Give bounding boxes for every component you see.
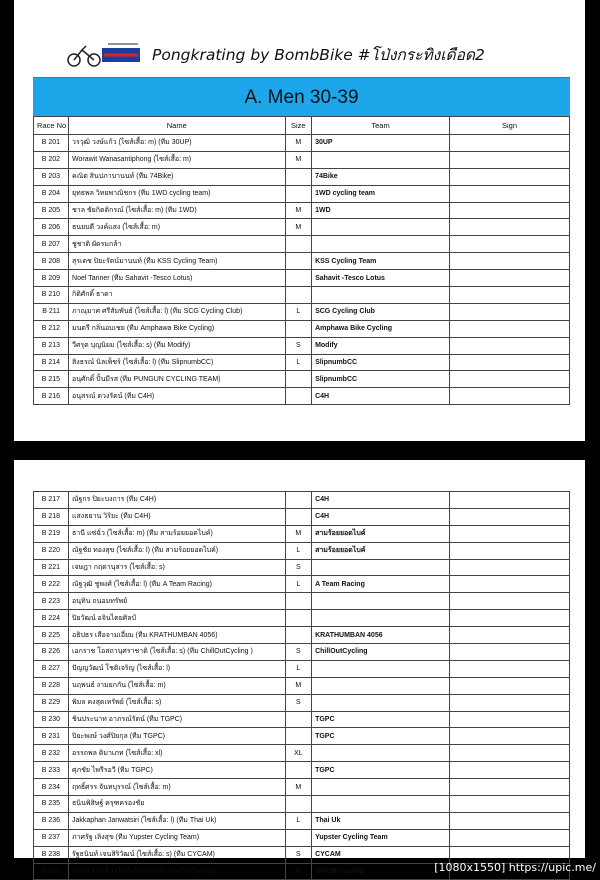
sign-cell (450, 745, 570, 762)
team-cell: KRATHUMBAN 4056 (312, 627, 450, 644)
race-no-cell: B 236 (34, 812, 69, 829)
size-cell (285, 728, 312, 745)
team-cell (312, 219, 450, 236)
team-cell: Yupster Cycling Team (312, 829, 450, 846)
size-cell (285, 287, 312, 304)
team-cell: TGPC (312, 762, 450, 779)
size-cell: M (285, 135, 312, 152)
size-cell (285, 711, 312, 728)
name-cell: อธิปธร เสือจามเอี่ยม (ทีม KRATHUMBAN 4056) (69, 627, 286, 644)
sign-cell (450, 593, 570, 610)
sign-cell (450, 236, 570, 253)
team-cell: Sahavit -Tesco Lotus (312, 270, 450, 287)
size-cell: S (285, 694, 312, 711)
table-row (34, 593, 570, 610)
document-page-1 (14, 0, 585, 441)
size-cell (285, 270, 312, 287)
name-cell: อนุทิน ถนอมทรัพย์ (69, 593, 286, 610)
name-cell: นฤพนธ์ งามยกกัน (ไซส์เสื้อ: m) (69, 677, 286, 694)
table-row (34, 576, 570, 593)
name-cell: ธานี แซ่ฉั่ว (ไซส์เสื้อ: m) (ทีม สามร้อยยอดไบค์) (69, 525, 286, 542)
race-no-cell: B 222 (34, 576, 69, 593)
size-cell (285, 185, 312, 202)
size-cell (285, 627, 312, 644)
race-no-cell: B 217 (34, 492, 69, 509)
team-cell: On/Off Cycling (312, 863, 450, 880)
name-cell: ยุทธพล วิทยพาณิชกร (ทีม 1WD cycling team) (69, 185, 286, 202)
sign-cell (450, 492, 570, 509)
team-logo-icon (64, 40, 144, 68)
sign-cell (450, 829, 570, 846)
name-cell: Noel Tanner (ทีม Sahavit -Tesco Lotus) (69, 270, 286, 287)
name-cell: ปิยวัฒน์ อจินไตยศิลป์ (69, 610, 286, 627)
name-cell: ภาศรัฐ เลิงสุข (ทีม Yupster Cycling Team) (69, 829, 286, 846)
name-cell: สิงธรณ์ นิลเพ็ชร์ (ไซส์เสื้อ: l) (ทีม SlipnumbCC) (69, 354, 286, 371)
registration-table (33, 116, 570, 405)
name-cell: Worawit Wanasantiphong (ไซส์เสื้อ: m) (69, 151, 286, 168)
team-cell: 30UP (312, 135, 450, 152)
name-cell: กิติศักดิ์ ธาดา (69, 287, 286, 304)
team-cell: CYCAM (312, 846, 450, 863)
race-no-cell: B 215 (34, 371, 69, 388)
table-row (34, 337, 570, 354)
sign-cell (450, 354, 570, 371)
table-row (34, 303, 570, 320)
table-row (34, 354, 570, 371)
sign-cell (450, 287, 570, 304)
size-cell (285, 168, 312, 185)
sign-cell (450, 202, 570, 219)
race-no-cell: B 212 (34, 320, 69, 337)
team-cell: TGPC (312, 728, 450, 745)
table-row (34, 796, 570, 813)
race-no-cell: B 231 (34, 728, 69, 745)
sign-cell (450, 728, 570, 745)
sign-cell (450, 812, 570, 829)
size-cell: M (285, 219, 312, 236)
sign-cell (450, 610, 570, 627)
document-title: Pongkrating by BombBike #โป่งกระทิงเดือด2 (152, 45, 485, 64)
table-row (34, 644, 570, 661)
sign-cell (450, 320, 570, 337)
team-cell (312, 677, 450, 694)
name-cell: ชินประนาท อาภรณ์รัตน์ (ทีม TGPC) (69, 711, 286, 728)
race-no-cell: B 203 (34, 168, 69, 185)
team-cell: 74Bike (312, 168, 450, 185)
race-no-cell: B 205 (34, 202, 69, 219)
race-no-cell: B 225 (34, 627, 69, 644)
race-no-cell: B 233 (34, 762, 69, 779)
race-no-cell: B 201 (34, 135, 69, 152)
size-cell (285, 388, 312, 405)
race-no-cell: B 223 (34, 593, 69, 610)
team-cell: A Team Racing (312, 576, 450, 593)
sign-cell (450, 253, 570, 270)
name-cell: ณัฐวุฒิ ชูพงศ์ (ไซส์เสื้อ: l) (ทีม A Team Racing) (69, 576, 286, 593)
race-no-cell: B 213 (34, 337, 69, 354)
sign-cell (450, 627, 570, 644)
size-cell (285, 796, 312, 813)
team-cell: SlipnumbCC (312, 371, 450, 388)
column-header-team: Team (312, 117, 450, 135)
sign-cell (450, 508, 570, 525)
table-row (34, 270, 570, 287)
team-cell: Thai Uk (312, 812, 450, 829)
sign-cell (450, 779, 570, 796)
table-row (34, 728, 570, 745)
race-no-cell: B 207 (34, 236, 69, 253)
size-cell: S (285, 337, 312, 354)
size-cell: M (285, 863, 312, 880)
size-cell: M (285, 677, 312, 694)
team-cell: C4H (312, 508, 450, 525)
race-no-cell: B 202 (34, 151, 69, 168)
size-cell (285, 508, 312, 525)
sign-cell (450, 168, 570, 185)
table-row (34, 762, 570, 779)
table-row (34, 745, 570, 762)
race-no-cell: B 239 (34, 863, 69, 880)
table-row (34, 610, 570, 627)
race-no-cell: B 219 (34, 525, 69, 542)
table-row (34, 151, 570, 168)
race-no-cell: B 237 (34, 829, 69, 846)
name-cell: อนุศักดิ์ ปั้นมีรส (ทีม PUNGUN CYCLING TEAM) (69, 371, 286, 388)
name-cell: อนุสรณ์ ดวงรัตน์ (ทีม C4H) (69, 388, 286, 405)
sign-cell (450, 762, 570, 779)
race-no-cell: B 229 (34, 694, 69, 711)
team-cell: TGPC (312, 711, 450, 728)
size-cell (285, 829, 312, 846)
size-cell (285, 762, 312, 779)
race-no-cell: B 221 (34, 559, 69, 576)
size-cell (285, 253, 312, 270)
team-cell (312, 151, 450, 168)
race-no-cell: B 210 (34, 287, 69, 304)
name-cell: คณิต สินปภาบานนท์ (ทีม 74Bike) (69, 168, 286, 185)
size-cell: L (285, 303, 312, 320)
sign-cell (450, 151, 570, 168)
sign-cell (450, 219, 570, 236)
size-cell: S (285, 559, 312, 576)
sign-cell (450, 270, 570, 287)
sign-cell (450, 644, 570, 661)
document-header (64, 35, 485, 73)
team-cell (312, 779, 450, 796)
name-cell: วีศรุต บุญนิยม (ไซส์เสื้อ: s) (ทีม Modify) (69, 337, 286, 354)
race-no-cell: B 211 (34, 303, 69, 320)
sign-cell (450, 576, 570, 593)
size-cell: M (285, 525, 312, 542)
sign-cell (450, 185, 570, 202)
name-cell: ปัญญวัฒน์ โชติเจริญ (ไซส์เสื้อ: l) (69, 660, 286, 677)
team-cell: C4H (312, 388, 450, 405)
table-row (34, 320, 570, 337)
name-cell: เจษฎา กฤตานุสาร (ไซส์เสื้อ: s) (69, 559, 286, 576)
name-cell: สุรเดช ปิยะรัตน์มานนท์ (ทีม KSS Cycling Team) (69, 253, 286, 270)
race-no-cell: B 230 (34, 711, 69, 728)
table-row (34, 508, 570, 525)
sign-cell (450, 796, 570, 813)
size-cell (285, 593, 312, 610)
name-cell: เอกราช โอสถานุศราชาติ (ไซส์เสื้อ: s) (ทีม ChillOutCycling ) (69, 644, 286, 661)
size-cell: M (285, 151, 312, 168)
race-no-cell: B 204 (34, 185, 69, 202)
race-no-cell: B 209 (34, 270, 69, 287)
size-cell: XL (285, 745, 312, 762)
name-cell: แสงธยาน วิริยะ (ทีม C4H) (69, 508, 286, 525)
name-cell: ธนยบดี วงค์แสง (ไซส์เสื้อ: m) (69, 219, 286, 236)
table-row (34, 236, 570, 253)
table-row (34, 287, 570, 304)
size-cell: L (285, 576, 312, 593)
table-row (34, 168, 570, 185)
race-no-cell: B 218 (34, 508, 69, 525)
name-cell: ศุภชัย ไพรีรอวี (ทีม TGPC) (69, 762, 286, 779)
team-cell: Modify (312, 337, 450, 354)
team-cell (312, 745, 450, 762)
table-row (34, 202, 570, 219)
table-row (34, 711, 570, 728)
name-cell: มนตรี กลิ่นอบเชย (ทีม Amphawa Bike Cycling) (69, 320, 286, 337)
table-header-row (34, 117, 570, 135)
table-row (34, 371, 570, 388)
sign-cell (450, 542, 570, 559)
team-cell: สามร้อยยอดไบค์ (312, 525, 450, 542)
size-cell: L (285, 354, 312, 371)
size-cell: L (285, 542, 312, 559)
size-cell (285, 492, 312, 509)
size-cell: L (285, 812, 312, 829)
name-cell: ฤทธิ์ศรร จันทบุรรณ์ (ไซส์เสื้อ: m) (69, 779, 286, 796)
sign-cell (450, 711, 570, 728)
name-cell: นิรพล จิตรชื่น (ไซส์เสื้อ: m) (ทีม On/Off Cycling) (69, 863, 286, 880)
race-no-cell: B 220 (34, 542, 69, 559)
name-cell: ณัฐกร ปิยะบงการ (ทีม C4H) (69, 492, 286, 509)
table-row (34, 388, 570, 405)
sign-cell (450, 677, 570, 694)
table-row (34, 492, 570, 509)
table-row (34, 694, 570, 711)
image-watermark: [1080x1550] https://upic.me/ (434, 861, 596, 874)
table-row (34, 559, 570, 576)
team-cell (312, 796, 450, 813)
table-row (34, 812, 570, 829)
column-header-race-no: Race No (34, 117, 69, 135)
table-row (34, 542, 570, 559)
table-row (34, 677, 570, 694)
team-cell (312, 236, 450, 253)
sign-cell (450, 135, 570, 152)
sign-cell (450, 525, 570, 542)
size-cell: M (285, 202, 312, 219)
team-cell: C4H (312, 492, 450, 509)
column-header-name: Name (69, 117, 286, 135)
name-cell: รัฐธนินท์ เจนสิริวัฒน์ (ไซส์เสื้อ: s) (ทีม CYCAM) (69, 846, 286, 863)
race-no-cell: B 206 (34, 219, 69, 236)
name-cell: ณัฐชัย ทองสุข (ไซส์เสื้อ: l) (ทีม สามร้อยยอดไบค์) (69, 542, 286, 559)
size-cell: S (285, 644, 312, 661)
table-row (34, 185, 570, 202)
name-cell: ปิยะพงษ์ วงศ์ปิยกุล (ทีม TGPC) (69, 728, 286, 745)
race-no-cell: B 235 (34, 796, 69, 813)
team-cell: SlipnumbCC (312, 354, 450, 371)
registration-table-continued (33, 491, 570, 880)
sign-cell (450, 303, 570, 320)
race-no-cell: B 226 (34, 644, 69, 661)
table-row (34, 253, 570, 270)
category-banner: A. Men 30-39 (33, 77, 570, 117)
name-cell: ชูชาติ ผัดรมกล้า (69, 236, 286, 253)
size-cell (285, 236, 312, 253)
race-no-cell: B 238 (34, 846, 69, 863)
size-cell (285, 610, 312, 627)
team-cell: ChillOutCycling (312, 644, 450, 661)
team-cell (312, 593, 450, 610)
sign-cell (450, 337, 570, 354)
team-cell: SCG Cycling Club (312, 303, 450, 320)
sign-cell (450, 388, 570, 405)
size-cell: S (285, 846, 312, 863)
team-cell: 1WD (312, 202, 450, 219)
size-cell (285, 371, 312, 388)
table-row (34, 779, 570, 796)
team-cell (312, 610, 450, 627)
size-cell (285, 320, 312, 337)
name-cell: Jakkaphan Janwatsiri (ไซส์เสื้อ: l) (ทีม Thai Uk) (69, 812, 286, 829)
race-no-cell: B 224 (34, 610, 69, 627)
race-no-cell: B 227 (34, 660, 69, 677)
team-cell (312, 660, 450, 677)
sign-cell (450, 660, 570, 677)
size-cell: M (285, 779, 312, 796)
name-cell: พิมล คงสุดเทรัพย์ (ไซส์เสื้อ: s) (69, 694, 286, 711)
race-no-cell: B 232 (34, 745, 69, 762)
sign-cell (450, 694, 570, 711)
race-no-cell: B 216 (34, 388, 69, 405)
team-cell (312, 694, 450, 711)
team-cell (312, 559, 450, 576)
race-no-cell: B 228 (34, 677, 69, 694)
name-cell: ชาล ชัยกิตติกรณ์ (ไซส์เสื้อ: m) (ทีม 1WD) (69, 202, 286, 219)
race-no-cell: B 234 (34, 779, 69, 796)
name-cell: วรวุฒิ วงษ์แก้ว (ไซส์เสื้อ: m) (ทีม 30UP) (69, 135, 286, 152)
team-cell: Amphawa Bike Cycling (312, 320, 450, 337)
sign-cell (450, 371, 570, 388)
name-cell: ธนินพิสิษฐ์ ครุฑครองชัย (69, 796, 286, 813)
team-cell: สามร้อยยอดไบค์ (312, 542, 450, 559)
table-row (34, 660, 570, 677)
table-row (34, 525, 570, 542)
team-cell (312, 287, 450, 304)
sign-cell (450, 559, 570, 576)
table-row (34, 829, 570, 846)
race-no-cell: B 208 (34, 253, 69, 270)
table-row (34, 135, 570, 152)
team-cell: KSS Cycling Team (312, 253, 450, 270)
table-row (34, 219, 570, 236)
name-cell: ภาณุมาศ ศรีสัมพันธ์ (ไซส์เสื้อ: l) (ทีม SCG Cycling Club) (69, 303, 286, 320)
team-cell: 1WD cycling team (312, 185, 450, 202)
size-cell: L (285, 660, 312, 677)
column-header-sign: Sign (450, 117, 570, 135)
column-header-size: Size (285, 117, 312, 135)
race-no-cell: B 214 (34, 354, 69, 371)
name-cell: อรรถพล ดิมาเภท (ไซส์เสื้อ: xl) (69, 745, 286, 762)
table-row (34, 627, 570, 644)
